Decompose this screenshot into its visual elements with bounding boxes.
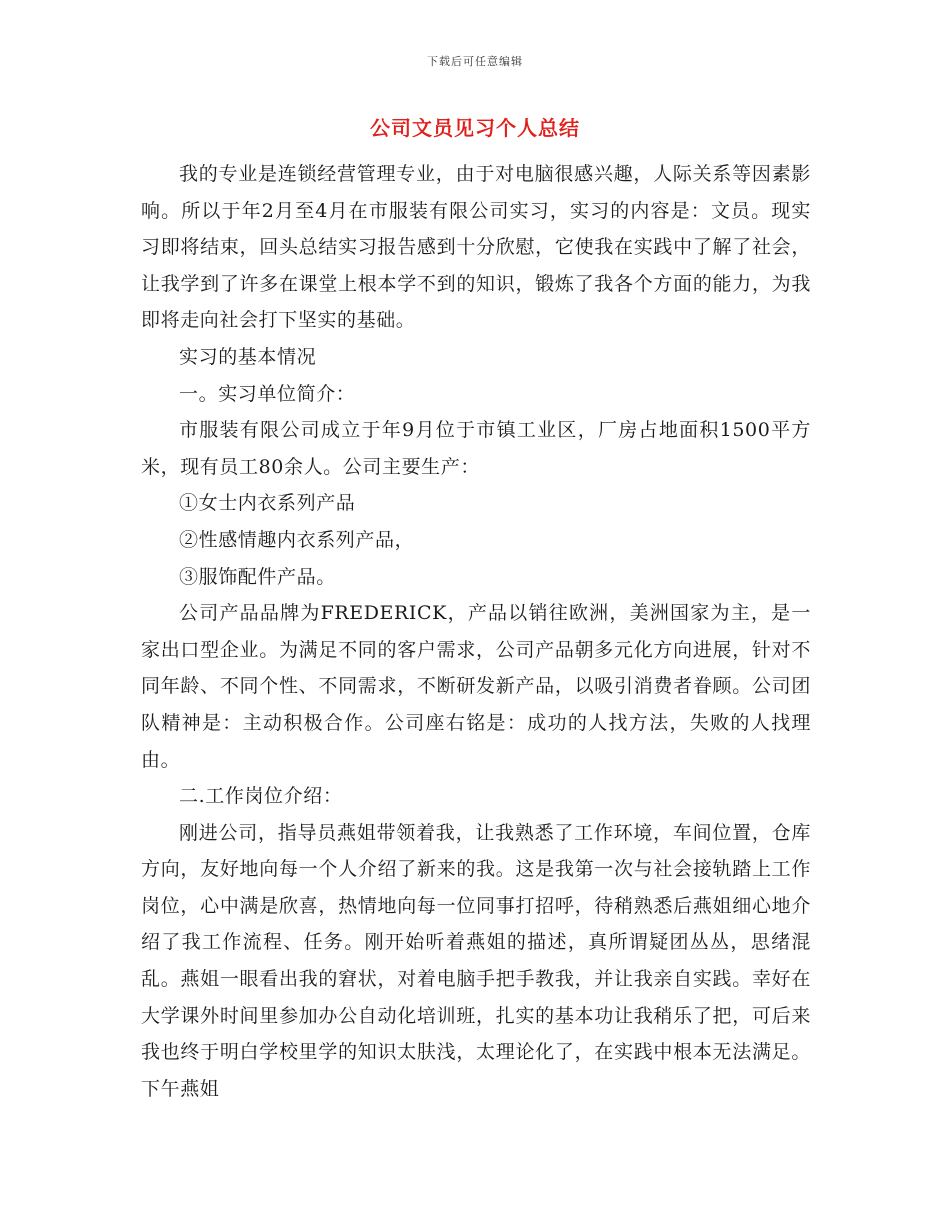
list-item-product-3: ③服饰配件产品。 [179, 565, 336, 588]
document-title: 公司文员见习个人总结 [370, 116, 580, 140]
paragraph-job-details: 刚进公司，指导员燕姐带领着我，让我熟悉了工作环境，车间位置，仓库方向，友好地向每一个人介绍了新来的我。这是我第一次与社会接轨踏上工作岗位，心中满是欣喜，热情地向每一位同事打招呼，待稍熟悉后燕姐细心地介绍了我工作流程、任务。刚开始听着燕姐的描述，真所谓疑团丛丛，思绪混乱。燕姐一眼看出我的窘状，对着电脑手把手教我，并让我亲自实践。幸好在大学课外时间里参加办公自动化培训班，扎实的基本功让我稍乐了把，可后来我也终于明白学校里学的知识太肤浅，太理论化了，在实践中根本无法满足。下午燕姐 [141, 821, 811, 1100]
list-item-product-2: ②性感情趣内衣系列产品， [179, 528, 415, 551]
list-item-product-1: ①女士内衣系列产品 [179, 492, 356, 515]
header-note: 下载后可任意编辑 [427, 55, 523, 68]
document-body [141, 156, 811, 1107]
paragraph-intro: 我的专业是连锁经营管理专业，由于对电脑很感兴趣，人际关系等因素影响。所以于年2月至4月在市服装有限公司实习，实习的内容是：文员。现实习即将结束，回头总结实习报告感到十分欣慰，它使我在实践中了解了社会，让我学到了许多在课堂上根本学不到的知识，锻炼了我各个方面的能力，为我即将走向社会打下坚实的基础。 [141, 163, 811, 332]
section-heading-job-intro: 二.工作岗位介绍： [179, 785, 343, 808]
paragraph-company-overview: 市服装有限公司成立于年9月位于市镇工业区，厂房占地面积1500平方米，现有员工80余人。公司主要生产： [141, 419, 811, 478]
paragraph-brand: 公司产品品牌为FREDERICK，产品以销往欧洲，美洲国家为主，是一家出口型企业。为满足不同的客户需求，公司产品朝多元化方向进展，针对不同年龄、不同个性、不同需求，不断研发新产品，以吸引消费者眷顾。公司团队精神是：主动积极合作。公司座右铭是：成功的人找方法，失败的人找理由。 [141, 602, 811, 771]
section-heading-company-intro: 一。实习单位简介： [179, 382, 356, 405]
section-heading-basic-info: 实习的基本情况 [179, 345, 317, 368]
